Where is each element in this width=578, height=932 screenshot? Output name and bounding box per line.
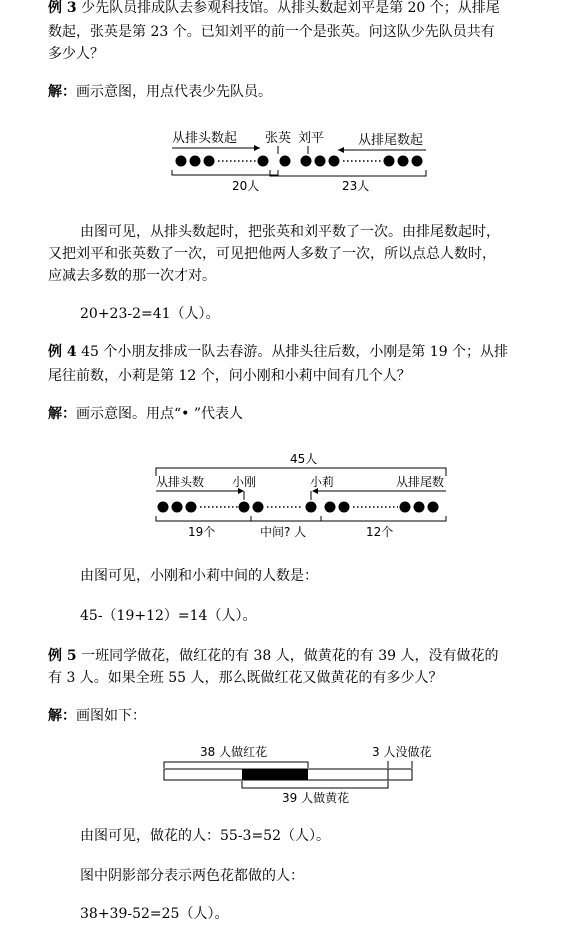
ex3-dot-row — [176, 156, 423, 167]
ex3-explanation-3: 应减去多数的那一次才对。 — [48, 268, 216, 284]
ex4-left-count: 19个 — [188, 525, 216, 539]
ex4-dot-row — [158, 502, 439, 513]
ex4-question-line-2: 尾往前数，小莉是第 12 个，问小刚和小莉中间有几个人？ — [48, 368, 411, 384]
ex5-formula: 38+39-52=25（人）。 — [80, 906, 229, 922]
ex3-solution-tag: 解： — [48, 84, 76, 100]
ex3-right-count: 23人 — [342, 179, 370, 193]
ex5-solution-intro — [48, 706, 146, 726]
ex5-explanation-1: 由图可见，做花的人：55-3=52（人）。 — [80, 828, 330, 844]
ex5-explanation-2: 图中阴影部分表示两色花都做的人： — [80, 868, 304, 884]
ex5-question-line-1 — [48, 646, 499, 666]
ex5-label-none: 3 人没做花 — [372, 745, 432, 759]
ex5-tag: 例 5 — [48, 648, 77, 664]
ex3-question-line-3: 多少人？ — [48, 46, 104, 62]
ex3-solution-intro — [48, 82, 272, 102]
ex5-question-line-2: 有 3 人。如果全班 55 人，那么既做红花又做黄花的有多少人？ — [48, 670, 443, 686]
ex4-middle-count: 中间? 人 — [260, 525, 307, 539]
ex5-label-red: 38 人做红花 — [200, 745, 268, 759]
ex4-right-count: 12个 — [366, 525, 394, 539]
ex5-label-yellow: 39 人做黄花 — [282, 791, 350, 805]
ex3-label-liu: 刘平 — [298, 131, 325, 146]
ex4-diagram — [148, 450, 458, 542]
ex4-label-xiaoli: 小莉 — [310, 475, 335, 489]
ex3-solution-text: 画示意图，用点代表少先队员。 — [76, 84, 272, 100]
ex4-label-from-tail: 从排尾数 — [396, 475, 445, 489]
ex3-left-count: 20人 — [232, 179, 260, 193]
ex5-text-1: 一班同学做花，做红花的有 38 人，做黄花的有 39 人，没有做花的 — [81, 648, 499, 664]
ex5-overlap-bar — [242, 769, 308, 780]
ex3-label-from-head: 从排头数起 — [172, 131, 238, 146]
ex3-explanation-1: 由图可见，从排头数起时，把张英和刘平数了一次。由排尾数起时， — [80, 224, 500, 240]
ex3-formula: 20+23-2=41（人）。 — [80, 306, 220, 322]
ex4-label-total: 45人 — [290, 452, 318, 466]
ex4-formula: 45-（19+12）=14（人）。 — [80, 608, 257, 624]
ex4-tag: 例 4 — [48, 344, 77, 360]
ex3-label-zhang: 张英 — [265, 131, 292, 146]
ex3-explanation-2: 又把刘平和张英数了一次，可见把他两人多数了一次，所以点总人数时， — [48, 246, 496, 262]
ex4-label-from-head: 从排头数 — [156, 475, 205, 489]
ex3-text-1: 少先队员排成队去参观科技馆。从排头数起刘平是第 20 个；从排尾 — [81, 0, 500, 16]
ex3-diagram — [160, 126, 440, 196]
ex4-solution-intro — [48, 404, 243, 424]
ex3-question-line-1 — [48, 0, 500, 18]
ex4-question-line-1 — [48, 342, 508, 362]
ex4-text-1: 45 个小朋友排成一队去春游。从排头往后数，小刚是第 19 个；从排 — [81, 344, 509, 360]
ex4-label-xiaogang: 小刚 — [232, 475, 257, 489]
ex5-solution-text: 画图如下： — [76, 708, 146, 724]
ex3-label-from-tail: 从排尾数起 — [358, 133, 424, 148]
ex4-explanation-1: 由图可见，小刚和小莉中间的人数是： — [80, 568, 318, 584]
ex5-diagram — [158, 742, 448, 808]
ex3-tag: 例 3 — [48, 0, 77, 16]
ex3-question-line-2: 数起，张英是第 23 个。已知刘平的前一个是张英。问这队少先队员共有 — [48, 24, 495, 40]
ex4-solution-text: 画示意图。用点“• ”代表人 — [76, 406, 244, 422]
ex5-solution-tag: 解： — [48, 708, 76, 724]
ex4-solution-tag: 解： — [48, 406, 76, 422]
